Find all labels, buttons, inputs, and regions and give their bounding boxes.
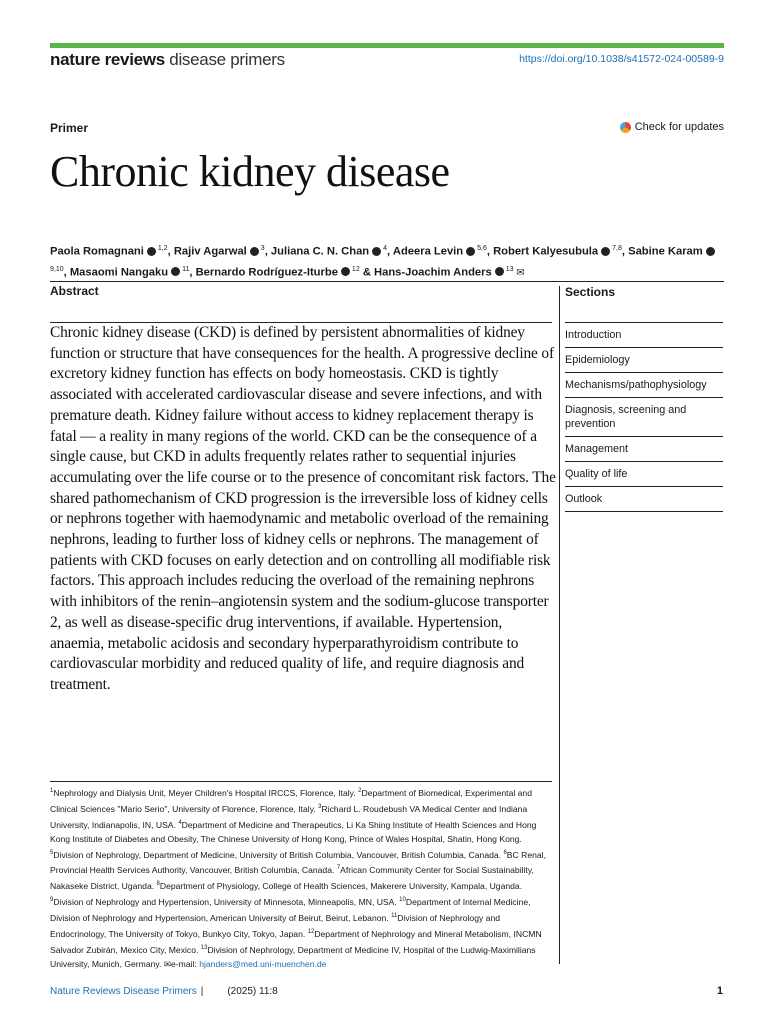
author[interactable]: Sabine Karam [628, 245, 703, 258]
author-affiliation-ref: 11 [182, 265, 190, 273]
affiliation-number: 11 [391, 913, 398, 920]
section-link[interactable]: Quality of life [565, 462, 723, 487]
author-affiliation-ref: 4 [383, 245, 388, 252]
affiliation-text: Department of Biomedical, Experimental and Clinical Sciences "Mario Serio", University of Florence, Florence, Italy. [50, 787, 532, 814]
check-updates-button[interactable] [620, 121, 724, 133]
orcid-icon[interactable] [372, 247, 381, 256]
crossmark-icon [620, 122, 631, 133]
section-link[interactable]: Mechanisms/pathophysiology [565, 373, 723, 398]
affiliation-text: Department of Internal Medicine, Division of Nephrology and Hypertension, American University of Beirut, Beirut, Lebanon. [50, 897, 531, 923]
author-affiliation-ref: 5,6 [477, 245, 487, 252]
divider [50, 281, 724, 282]
author-affiliation-ref: 12 [351, 265, 360, 273]
divider [50, 781, 552, 782]
abstract-text: Chronic kidney disease (CKD) is defined by persistent abnormalities of kidney function or structure that have consequences for the health. A progressive decline of excretory kidney function has effects on body homeostasis. CKD is tightly associated with accelerated cardiovascular disease and severe infections, and with premature death. Kidney failure without access to kidney replacement therapy is fatal — a reality in many regions of the world. CKD can be the consequence of a single cause, but CKD in adults frequently relates rather to sequential injuries accumulating over the life course or to the presence of concomitant risk factors. The shared pathomechanism of CKD progression is the irreversible loss of kidney cells or nephrons together with haemodynamic and metabolic overload of the remaining nephrons, leading to further loss of kidney cells or nephrons. The management of patients with CKD focuses on early detection and on controlling all modifiable risk factors. This approach includes reducing the overload of the remaining nephrons with inhibitors of the renin–angiotensin system and the sodium-glucose transporter 2, as well as disease-specific drug interventions, if available. Hypertension, anaemia, metabolic acidosis and secondary hyperparathyroidism contribute to cardiovascular morbidity and reduced quality of life, and require diagnosis and treatment. [50, 324, 556, 693]
affiliation-text: Department of Physiology, College of Health Sciences, Makerere University, Kampala, Uganda. [159, 881, 523, 892]
affiliation-number: 5 [50, 849, 54, 856]
page-number: 1 [716, 985, 723, 997]
orcid-icon[interactable] [171, 267, 180, 276]
orcid-icon[interactable] [601, 247, 610, 256]
affiliation-number: 13 [200, 944, 208, 951]
section-link[interactable]: Introduction [565, 323, 723, 348]
affiliation-text: African Community Center for Social Sustainability, Nakaseke District, Uganda. [50, 865, 534, 892]
footer-journal[interactable]: Nature Reviews Disease Primers [50, 986, 197, 997]
affiliation-number: 2 [358, 788, 362, 794]
affiliation-number: 4 [178, 819, 182, 826]
affiliation-text: Division of Nephrology and Hypertension, University of Minnesota, Minneapolis, MN, USA. [53, 897, 400, 908]
article-title: Chronic kidney disease [50, 147, 450, 196]
affiliation-text: Nephrology and Dialysis Unit, Meyer Children's Hospital IRCCS, Florence, Italy. [53, 787, 359, 798]
affiliation-text: BC Renal, Provincial Health Services Authority, Vancouver, British Columbia, Canada. [50, 849, 546, 876]
orcid-icon[interactable] [466, 247, 475, 256]
orcid-icon[interactable] [147, 247, 156, 256]
author-list: Paola Romagnani $^{1,2}$, Rajiv Agarwal $^3$, Juliana C. N. Chan $^4$, Adeera Levin $^{5,6}$, Robert Kalyesubula $^{7,8}$, Sabine Karam$^{9,10}$, Masaomi Nangaku $^{11}$, Bernardo Rodríguez-Iturbe $^{12}$ & Hans-Joachim Anders $^{13}$ ✉ [50, 240, 730, 282]
orcid-icon[interactable] [250, 247, 259, 256]
author[interactable]: Rajiv Agarwal [173, 245, 247, 258]
affiliation-text: Division of Nephrology, Department of Medicine, University of British Columbia, Vancouver, British Columbia, Canada. [53, 849, 504, 860]
doi-link[interactable]: https://doi.org/10.1038/s41572-024-00589-9 [519, 53, 724, 65]
affiliation-text: Division of Nephrology and Endocrinology, The University of Tokyo, Bunkyo City, Tokyo, Japan. [50, 912, 501, 939]
section-link[interactable]: Epidemiology [565, 348, 723, 373]
sections-heading: Sections [565, 285, 616, 299]
section-link[interactable]: Outlook [565, 487, 723, 512]
orcid-icon[interactable] [706, 247, 715, 256]
affiliation-number: 8 [156, 881, 160, 888]
author-affiliation-ref: 9,10 [50, 265, 64, 273]
author[interactable]: Juliana C. N. Chan [270, 245, 370, 258]
author-affiliation-ref: 7,8 [612, 245, 622, 252]
author[interactable]: Bernardo Rodríguez-Iturbe [195, 266, 338, 279]
affiliation-text: Department of Nephrology and Mineral Metabolism, INCMN Salvador Zubirán, Mexico City, Mexico. [50, 928, 542, 955]
author-affiliation-ref: 3 [260, 245, 265, 252]
footer-citation: (2025) 11:8 [227, 986, 278, 997]
affiliation-number: 7 [336, 865, 341, 872]
column-divider [559, 286, 560, 964]
author[interactable]: Adeera Levin [392, 245, 464, 258]
footer-separator: | [200, 986, 204, 997]
orcid-icon[interactable] [495, 267, 504, 276]
email-link[interactable]: hjanders@med.uni-muenchen.de [199, 958, 327, 969]
sections-nav [565, 322, 723, 512]
affiliation-number: 9 [50, 897, 54, 904]
section-link[interactable]: Diagnosis, screening and prevention [565, 398, 723, 437]
email-label: e-mail: [171, 958, 200, 969]
author[interactable]: Robert Kalyesubula [493, 245, 599, 258]
accent-bar [50, 43, 724, 48]
author[interactable]: Masaomi Nangaku [69, 266, 169, 279]
affiliation-number: 3 [318, 803, 322, 810]
affiliation-text: Department of Medicine and Therapeutics, Li Ka Shing Institute of Health Sciences and Hong Kong Institute of Diabetes and Obesity, The Chinese University of Hong Kong, Prince of Wales Hospital, Shatin, Hong Kong. [50, 819, 537, 844]
author-affiliation-ref: 1,2 [157, 245, 168, 252]
journal-logo[interactable]: nature reviews disease primers [50, 50, 285, 69]
orcid-icon[interactable] [341, 267, 350, 276]
affiliation-number: 10 [399, 897, 406, 904]
affiliations [50, 784, 556, 971]
check-updates-label: Check for updates [634, 121, 724, 133]
affiliation-text: Division of Nephrology, Department of Medicine IV, Hospital of the Ludwig-Maximilians University, Munich, Germany. [50, 944, 536, 969]
author-affiliation-ref: 13 [505, 265, 514, 273]
page-footer [50, 986, 278, 997]
author[interactable]: Paola Romagnani [50, 245, 144, 258]
article-type: Primer [50, 121, 89, 135]
email-icon[interactable]: ✉ [513, 267, 525, 279]
abstract-heading: Abstract [50, 284, 99, 298]
affiliation-number: 6 [503, 849, 507, 856]
section-link[interactable]: Management [565, 437, 723, 462]
author[interactable]: Hans-Joachim Anders [374, 266, 492, 279]
affiliation-number: 1 [50, 788, 54, 794]
affiliation-text: Richard L. Roudebush VA Medical Center and Indiana University, Indianapolis, IN, USA. [50, 803, 528, 830]
email-icon: ✉ [163, 958, 172, 969]
affiliation-number: 12 [307, 928, 315, 935]
